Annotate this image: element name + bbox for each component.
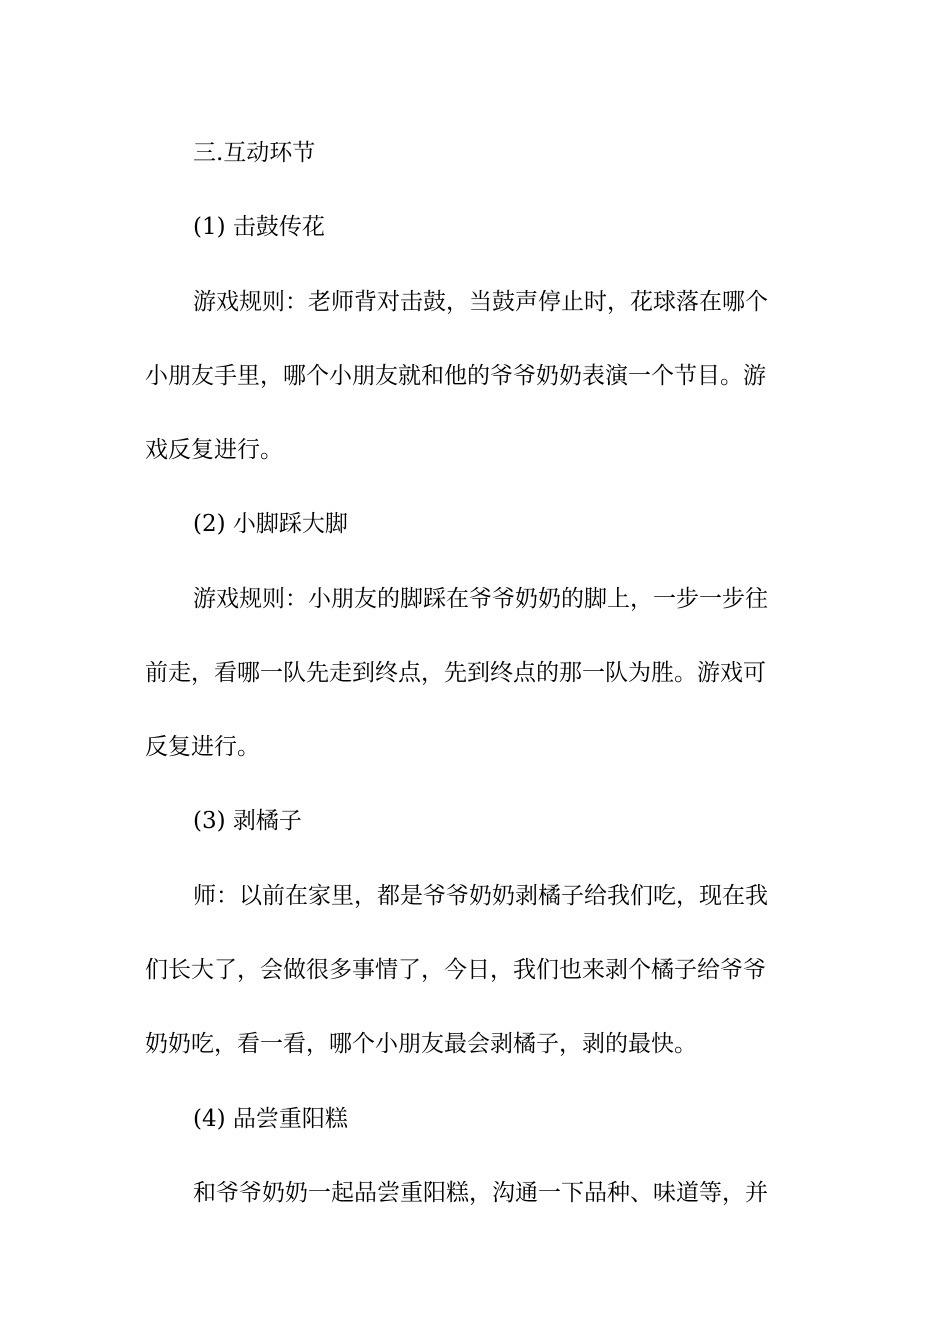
paragraph-line: 和爷爷奶奶一起品尝重阳糕，沟通一下品种、味道等，并 bbox=[193, 1180, 768, 1206]
item-heading-3: (3) 剥橘子 bbox=[193, 808, 302, 834]
paragraph-line: 师：以前在家里，都是爷爷奶奶剥橘子给我们吃，现在我 bbox=[193, 883, 768, 909]
item-heading-1: (1) 击鼓传花 bbox=[193, 214, 325, 240]
paragraph-line: 戏反复进行。 bbox=[145, 437, 283, 463]
item-heading-2: (2) 小脚踩大脚 bbox=[193, 511, 348, 537]
paragraph-line: 小朋友手里，哪个小朋友就和他的爷爷奶奶表演一个节目。游 bbox=[145, 363, 766, 389]
paragraph-line: 奶奶吃，看一看，哪个小朋友最会剥橘子，剥的最快。 bbox=[145, 1031, 697, 1057]
paragraph-line: 反复进行。 bbox=[145, 734, 260, 760]
paragraph-line: 们长大了，会做很多事情了，今日，我们也来剥个橘子给爷爷 bbox=[145, 957, 766, 983]
section-title: 三.互动环节 bbox=[193, 140, 316, 166]
paragraph-line: 游戏规则：小朋友的脚踩在爷爷奶奶的脚上，一步一步往 bbox=[193, 586, 768, 612]
paragraph-line: 前走，看哪一队先走到终点，先到终点的那一队为胜。游戏可 bbox=[145, 660, 766, 686]
paragraph-line: 游戏规则：老师背对击鼓，当鼓声停止时，花球落在哪个 bbox=[193, 289, 768, 315]
item-heading-4: (4) 品尝重阳糕 bbox=[193, 1106, 348, 1132]
